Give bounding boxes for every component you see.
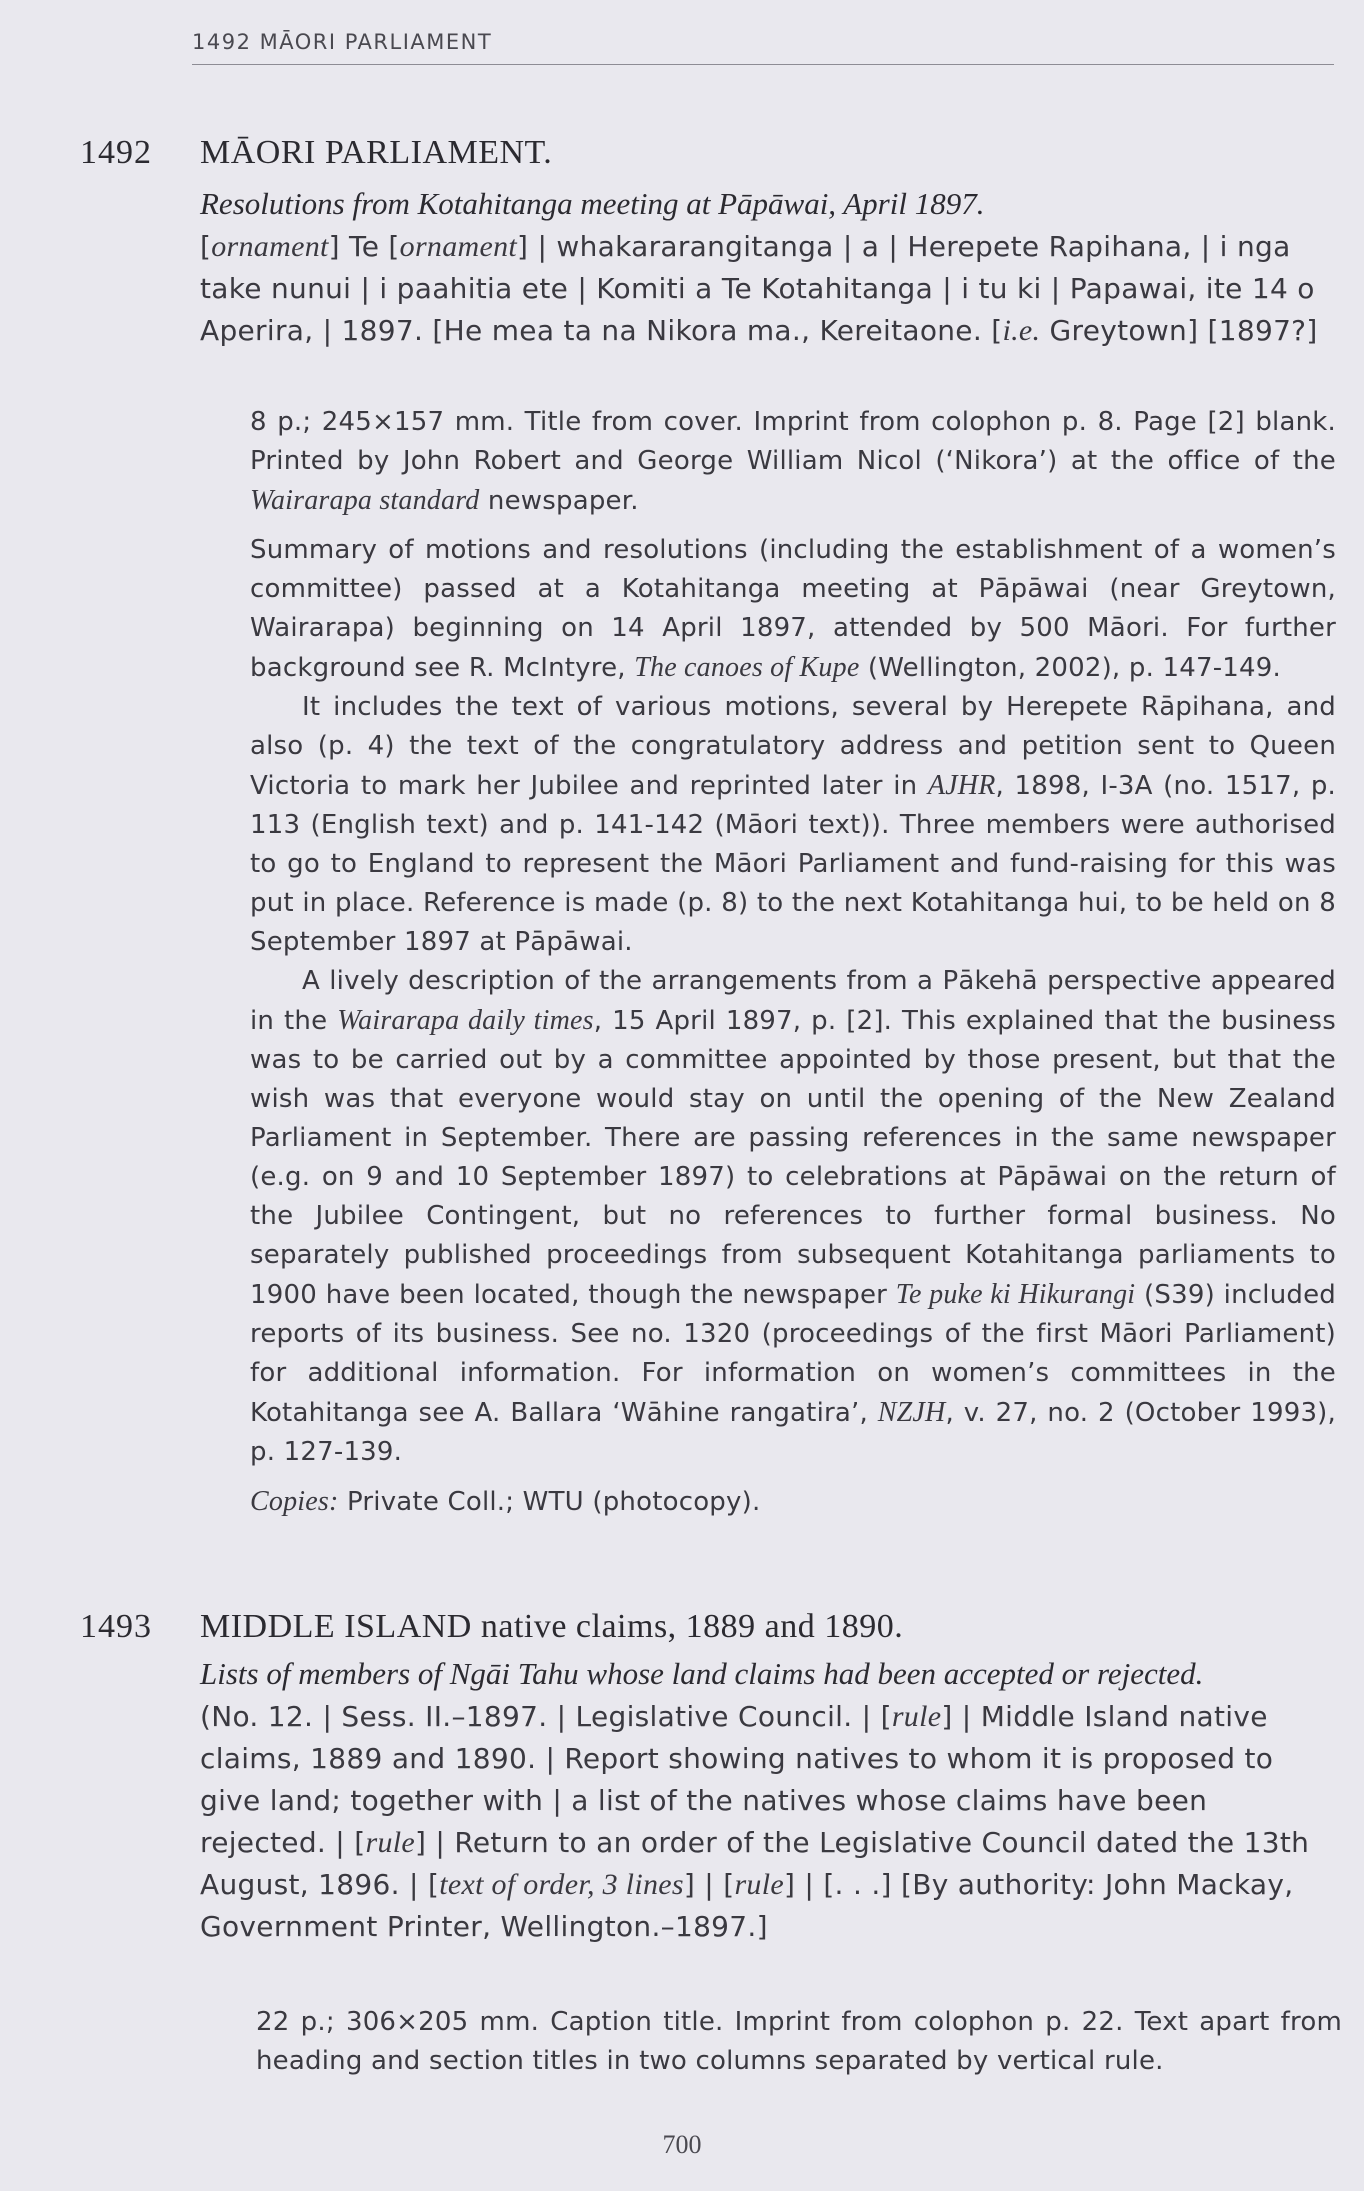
entry-number: 1493 [80,1608,152,1645]
entry-title: MIDDLE ISLAND native claims, 1889 and 1890. [200,1608,904,1645]
entry-header-block [200,1652,1342,1948]
summary-paragraph: Summary of motions and resolutions (including the establishment of a women’s committee) passed at a Kotahitanga meeting at Pāpāwai (near Greytown, Wairarapa) beginning on 14 April 1897, attended by 500 Māori. For further background see R. McIntyre, The canoes of Kupe (Wellington, 2002), p. 147-149. [250,535,1336,683]
copies-line: Copies: Private Coll.; WTU (photocopy). [250,1486,761,1517]
entry-1492-notes [250,403,1336,1522]
entry-subtitle: Lists of members of Ngāi Tahu whose land claims had been accepted or rejected. [200,1656,1204,1691]
entry-subtitle: Resolutions from Kotahitanga meeting at Pāpāwai, April 1897. [200,186,985,221]
physical-description: 8 p.; 245×157 mm. Title from cover. Imprint from colophon p. 8. Page [2] blank. Printed by John Robert and George William Nicol (‘Nikora’) at the office of the Wairarapa standard newspaper. [250,407,1336,516]
background-paragraph: A lively description of the arrangements from a Pākehā perspective appeared in the Wairarapa daily times, 15 April 1897, p. [2]. This explained that the business was to be carried out by a committee appointed by those present, but that the wish was that everyone would stay on until the opening of the New Zealand Parliament in September. There are passing references in the same newspaper (e.g. on 9 and 10 September 1897) to celebrations at Pāpāwai on the return of the Jubilee Contingent, but no references to further formal business. No separately published proceedings from subsequent Kotahitanga parliaments to 1900 have been located, though the newspaper Te puke ki Hikurangi (S39) included reports of its business. See no. 1320 (proceedings of the first Māori Parliament) for additional information. For information on women’s committees in the Kotahitanga see A. Ballara ‘Wāhine rangatira’, NZJH, v. 27, no. 2 (October 1993), p. 127-139. [250,966,1336,1467]
header-rule [192,64,1334,65]
entry-title: MĀORI PARLIAMENT. [200,134,553,171]
title-transcription: (No. 12. | Sess. II.–1897. | Legislative Council. | [rule] | Middle Island native claims, 1889 and 1890. | Report showing natives to whom it is proposed to give land; together with | a list of the natives whose claims have been rejected. | [rule] | Return to an order of the Legislative Council dated the 13th August, 1896. | [text of order, 3 lines] | [rule] | [. . .] [By authority: John Mackay, Government Printer, Wellington.–1897.] [200,1700,1310,1943]
content-paragraph: It includes the text of various motions, several by Herepete Rāpihana, and also (p. 4) the text of the congratulatory address and petition sent to Queen Victoria to mark her Jubilee and reprinted later in AJHR, 1898, I-3A (no. 1517, p. 113 (English text) and p. 141-142 (Māori text)). Three members were authorised to go to England to represent the Māori Parliament and fund-raising for this was put in place. Reference is made (p. 8) to the next Kotahitanga hui, to be held on 8 September 1897 at Pāpāwai. [250,692,1336,957]
title-transcription: [ornament] Te [ornament] | whakararangitanga | a | Herepete Rapihana, | i nga take nunui | i paahitia ete | Komiti a Te Kotahitanga | i tu ki | Papawai, ite 14 o Aperira, | 1897. [He mea ta na Nikora ma., Kereitaone. [i.e. Greytown] [1897?] [200,230,1318,347]
entry-1493-notes [256,2003,1342,2081]
entry-number: 1492 [80,134,152,171]
page-number: 700 [662,2130,702,2159]
physical-description: 22 p.; 306×205 mm. Caption title. Imprint from colophon p. 22. Text apart from heading and section titles in two columns separated by vertical rule. [256,2007,1342,2076]
running-head: 1492 MĀORI PARLIAMENT [192,30,493,54]
entry-header-block [200,182,1340,352]
